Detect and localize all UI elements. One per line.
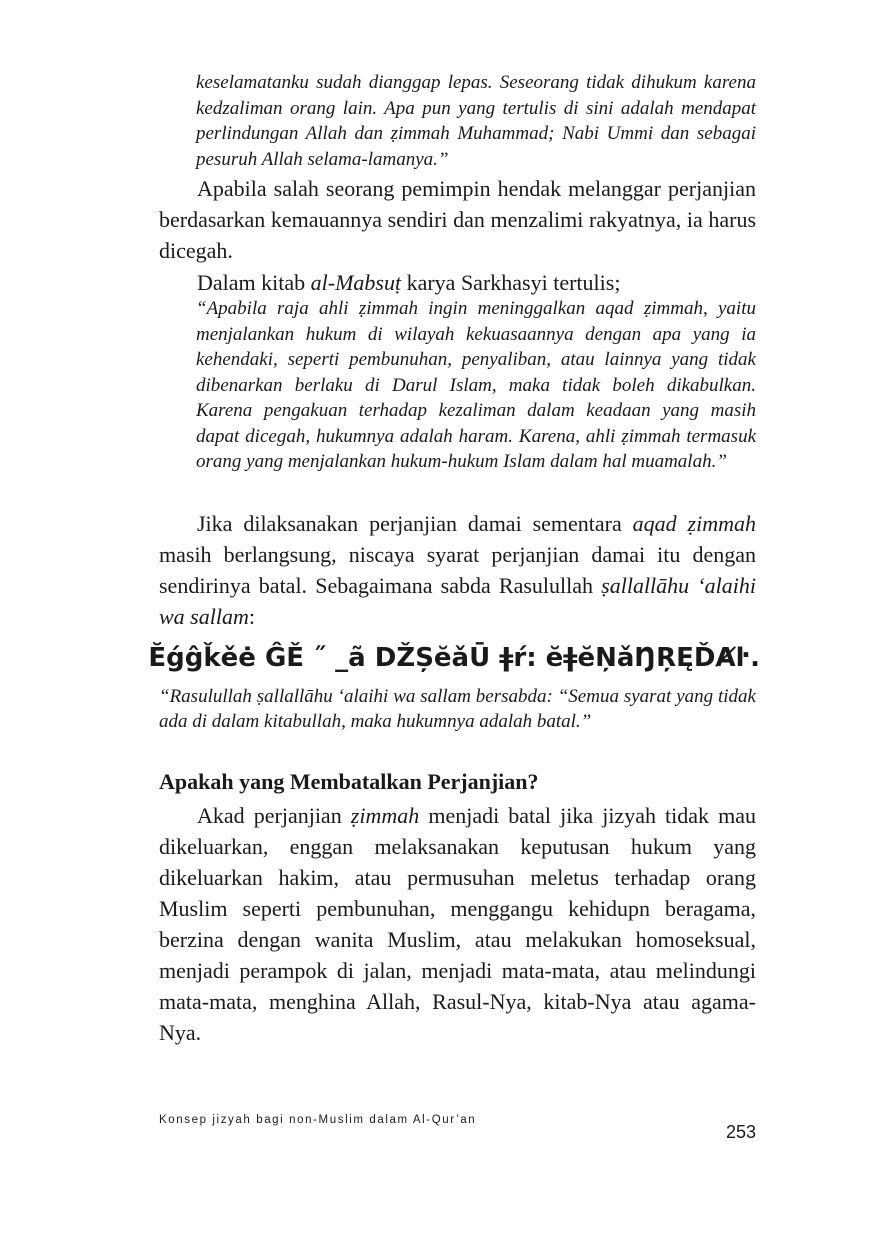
paragraph-text: Akad perjanjian xyxy=(197,803,351,828)
arabic-hadith: .Ĕǵĝǩěė ĜĚ ˝ _ã ǄȘĕǎŪ ǂŕ: ĕǂĕŅǎŊŖĘĎȺŀ xyxy=(148,643,760,673)
paragraph-mabsut-intro xyxy=(159,267,756,298)
quote-mabsut: “Apabila raja ahli ẓimmah ingin meninggalkan aqad ẓimmah, yaitu menjalankan hukum di wilayah kekuasaannya dengan apa yang ia kehendaki, seperti pembunuhan, penyaliban, atau lainnya yang tidak dibenarkan berlaku di Darul Islam, maka tidak boleh dikabulkan. Karena pengakuan terhadap kezaliman dalam keadaan yang masih dapat dicegah, hukumnya adalah haram. Karena, ahli ẓimmah termasuk orang yang menjalankan hukum-hukum Islam dalam hal muamalah.” xyxy=(196,298,756,472)
paragraph-text: Dalam kitab xyxy=(197,270,311,295)
paragraph-text: menjadi batal jika jizyah tidak mau dikeluarkan, enggan melaksanakan keputusan hukum yang dikeluarkan hakim, atau permusuhan meletus terhadap orang Muslim seperti pembunuhan, menggangu kehidupn beragama, berzina dengan wanita Muslim, atau melakukan homoseksual, menjadi perampok di jalan, menjadi mata-mata, atau melindungi mata-mata, menghina Allah, Rasul-Nya, kitab-Nya atau agama-Nya. xyxy=(159,803,757,1045)
paragraph-text: masih berlangsung, niscaya syarat perjanjian damai itu dengan sendirinya batal. Sebagaimana sabda Rasulullah xyxy=(159,542,756,598)
book-title: al-Mabsuṭ xyxy=(310,270,402,295)
paragraph-cancellation xyxy=(159,800,756,1048)
paragraph-text: karya Sarkhasyi tertulis; xyxy=(401,270,621,295)
paragraph-text: : xyxy=(248,604,255,629)
paragraph-peace-agreement xyxy=(159,508,756,632)
honorific: ṣallallāhu ‘alaihi wa sallam xyxy=(159,573,756,629)
page-number: 253 xyxy=(725,1122,756,1142)
quote-continuation: keselamatanku sudah dianggap lepas. Seseorang tidak dihukum karena kedzaliman orang lain. Apa pun yang tertulis di sini adalah mendapat perlindungan Allah dan ẓimmah Muhammad; Nabi Ummi dan sebagai pesuruh Allah selama-lamanya.” xyxy=(196,72,756,170)
footer-book-title: Konsep jizyah bagi non-Muslim dalam Al-Qur’an xyxy=(159,1114,477,1126)
section-heading: Apakah yang Membatalkan Perjanjian? xyxy=(159,769,539,794)
paragraph-leader-violation: Apabila salah seorang pemimpin hendak melanggar perjanjian berdasarkan kemauannya sendiri dan menzalimi rakyatnya, ia harus dicegah. xyxy=(159,176,756,263)
term-zimmah: ẓimmah xyxy=(350,803,420,828)
paragraph-text: Jika dilaksanakan perjanjian damai sementara xyxy=(197,511,633,536)
hadith-translation: “Rasulullah ṣallallāhu ‘alaihi wa sallam bersabda: “Semua syarat yang tidak ada di dalam kitabullah, maka hukumnya adalah batal.” xyxy=(159,686,756,732)
term-aqad-zimmah: aqad ẓimmah xyxy=(632,511,757,536)
